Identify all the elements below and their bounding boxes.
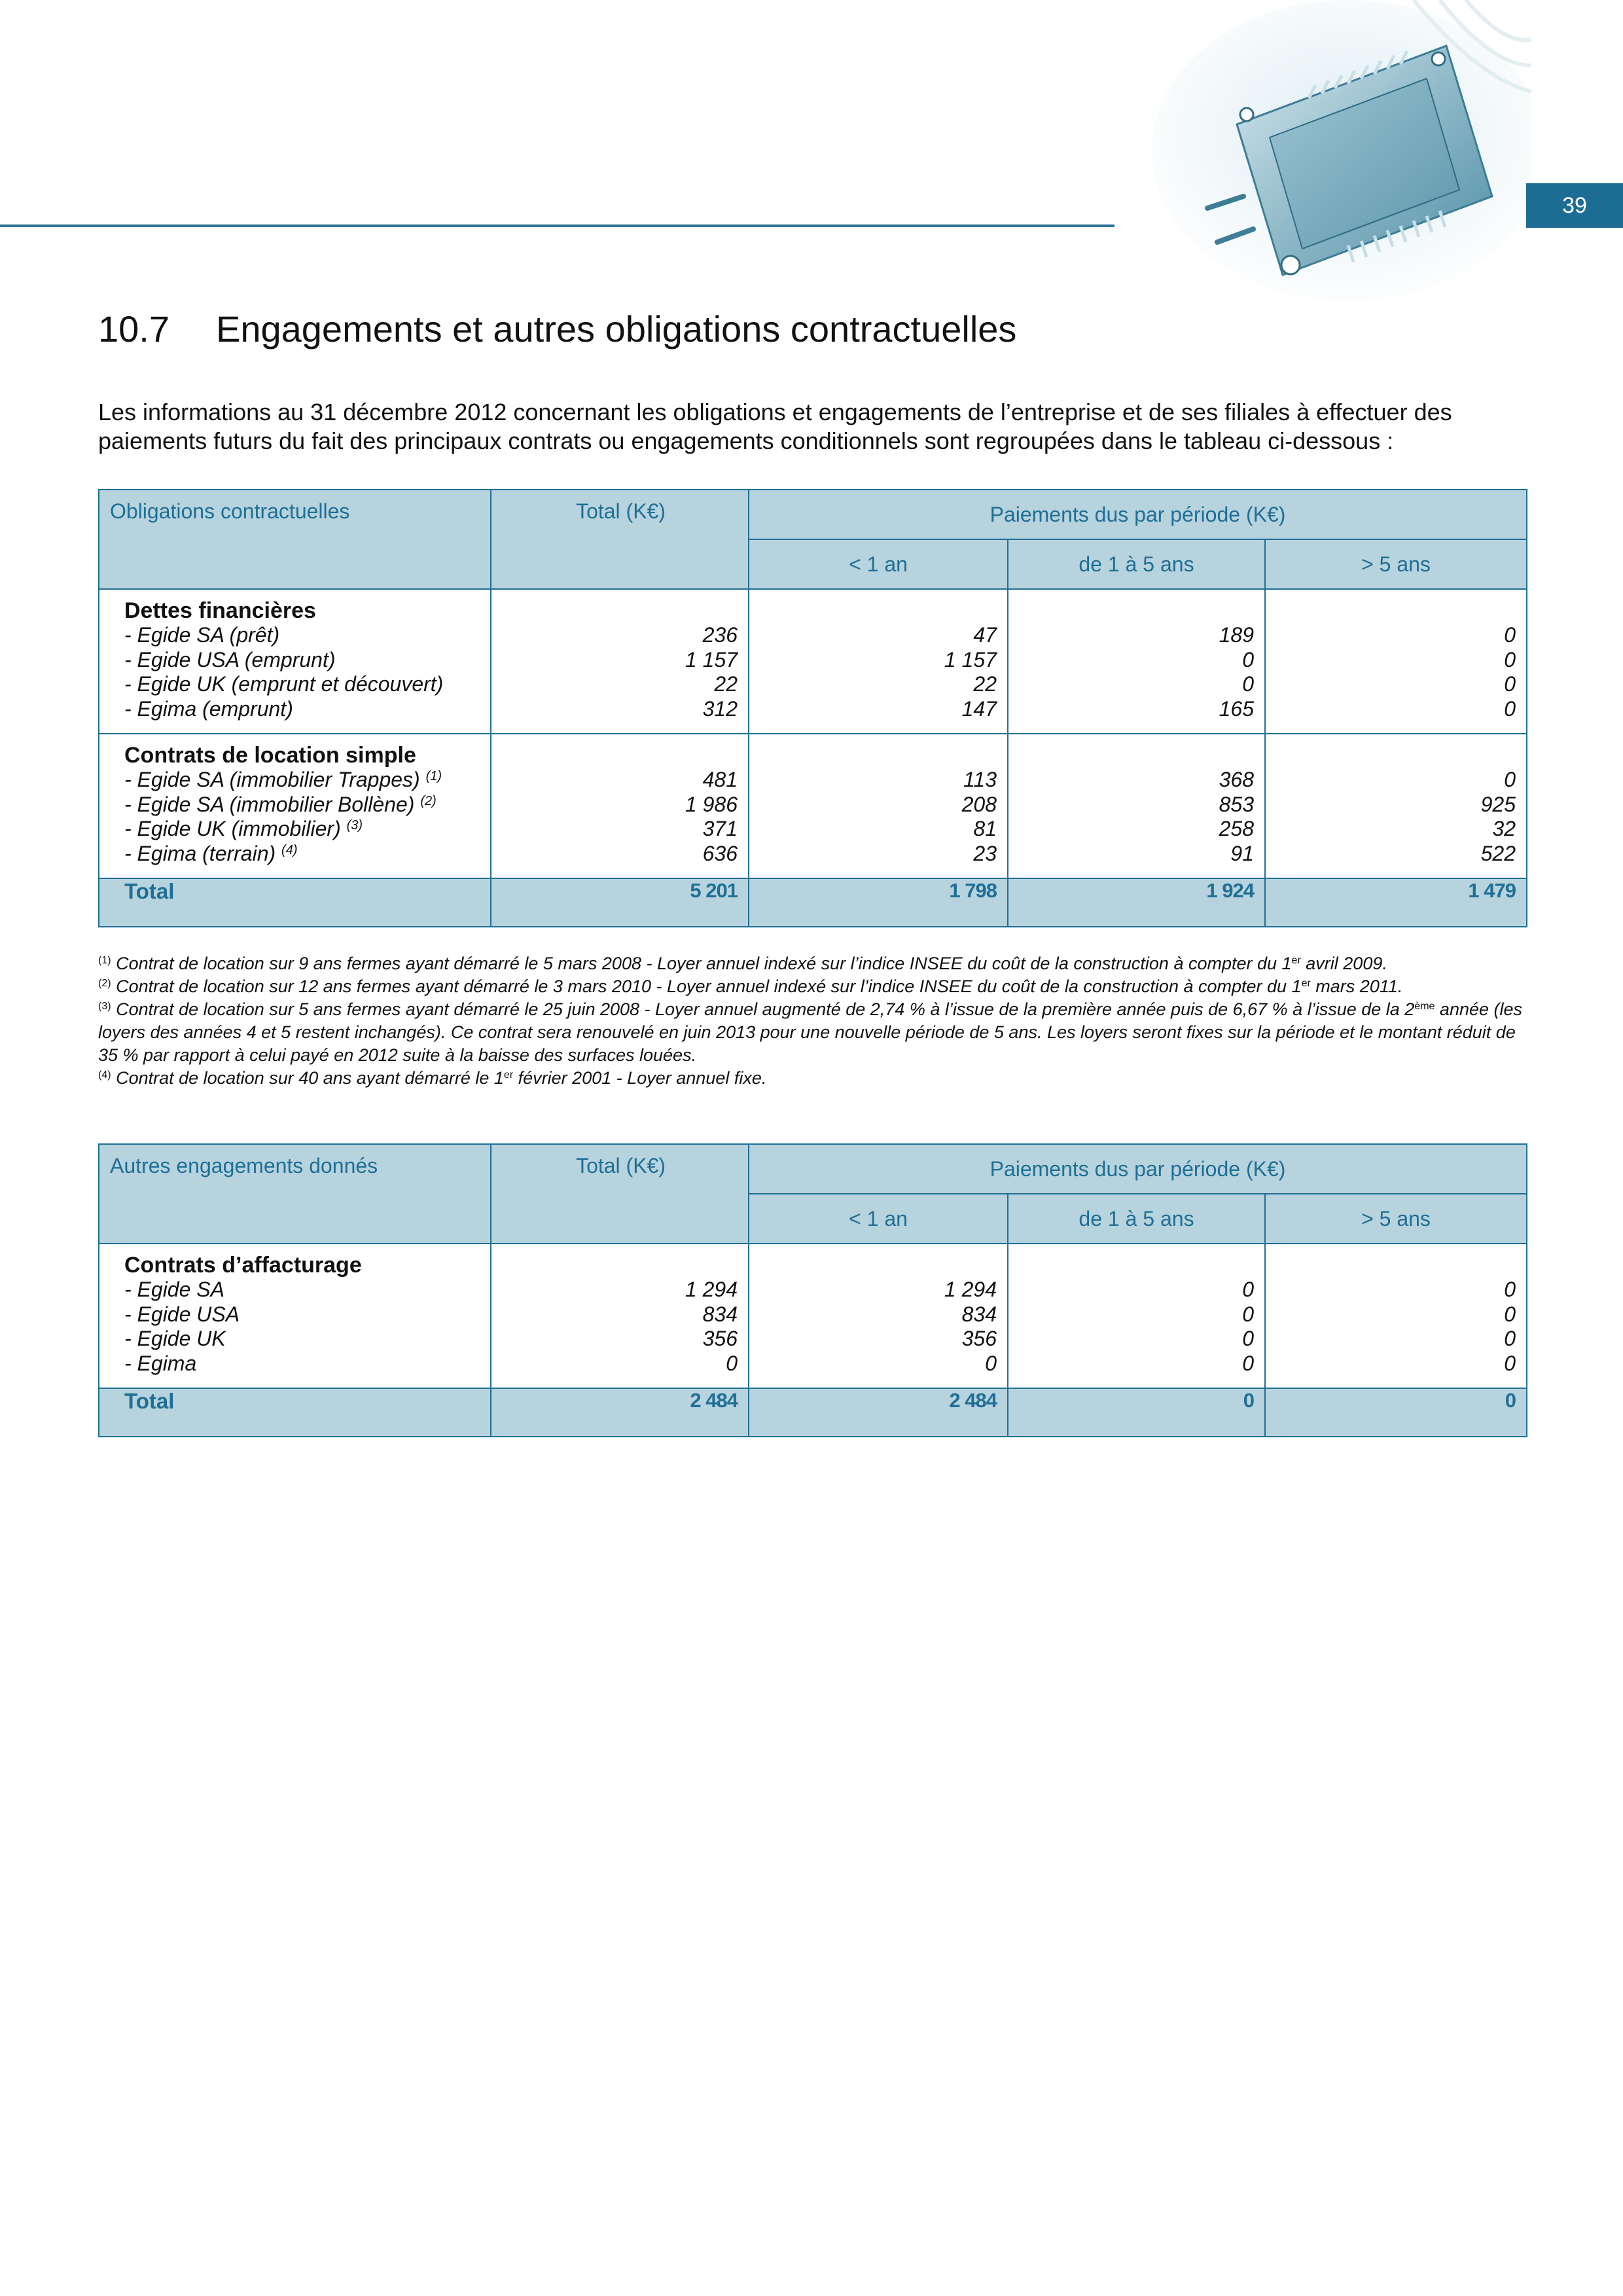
cell-lt1: 47 [973,623,997,647]
total-lt1: 1 798 [749,878,1008,927]
cell-lt1: 22 [973,672,997,696]
ordinal-suffix: ème [1414,1001,1435,1012]
group-title: Contrats de location simple [124,743,416,768]
section-title-text: Engagements et autres obligations contractuelles [216,308,1017,350]
group-label-cell [99,589,491,734]
cell-gt5: 0 [1504,1351,1516,1375]
cell-lt1: 147 [961,696,997,721]
row-label: - Egide SA (prêt) [124,623,280,647]
footnote-text: mars 2011. [1310,977,1403,996]
cell-1to5: 258 [1219,817,1254,840]
footnote-text: Contrat de location sur 12 ans fermes ayant démarré le 3 mars 2010 - Loyer annuel indexé sur l’indice INSEE du coût de la construction à compter du 1 [116,977,1302,996]
total-total: 5 201 [491,878,749,927]
footnote-text: février 2001 - Loyer annuel fixe. [513,1068,767,1088]
electronic-package-illustration [1113,0,1531,308]
lt1-column-cell [749,734,1008,878]
page-number: 39 [1526,183,1623,228]
group-title: Contrats d’affacturage [124,1253,362,1278]
total-label: Total [99,1388,491,1437]
total-gt5: 1 479 [1265,878,1527,927]
row-label [124,817,490,842]
row-label: - Egide USA [124,1302,240,1326]
1to5-column-cell [1008,1244,1265,1388]
total-label: Total [99,878,491,927]
cell-total: 371 [702,817,738,840]
total-total: 2 484 [491,1388,749,1437]
header-gt5: > 5 ans [1265,539,1527,589]
cell-total: 636 [702,841,738,865]
footnote-text: Contrat de location sur 9 ans fermes ayant démarré le 5 mars 2008 - Loyer annuel indexé sur l’indice INSEE du coût de la construction à compter du 1 [116,954,1292,973]
1to5-column-cell [1008,734,1265,878]
footnote-mark: (2) [420,793,437,808]
footnote-mark: (1) [98,955,111,966]
1to5-column-cell [1008,589,1265,734]
group-label-cell [99,734,491,878]
row-label: - Egide USA (emprunt) [124,647,336,672]
cell-lt1: 1 157 [944,647,997,672]
total-row [99,1388,1527,1437]
footnote [98,975,1526,998]
row-label [124,842,490,867]
cell-1to5: 0 [1242,1278,1254,1301]
cell-1to5: 0 [1242,1302,1254,1326]
ordinal-suffix: er [503,1069,514,1081]
gt5-column-cell [1265,589,1527,734]
footnote-text: avril 2009. [1300,954,1387,973]
total-row [99,878,1527,927]
footnote-mark: (4) [98,1069,111,1081]
cell-gt5: 0 [1504,623,1516,647]
row-label: - Egide UK [124,1327,226,1350]
cell-1to5: 0 [1242,647,1254,672]
cell-gt5: 32 [1492,817,1516,840]
cell-1to5: 189 [1219,623,1254,647]
row-label: - Egima [124,1351,197,1375]
cell-lt1: 834 [961,1302,997,1326]
cell-gt5: 925 [1480,792,1516,816]
ordinal-suffix: er [1291,955,1301,966]
cell-1to5: 0 [1242,672,1254,696]
header-rule [0,224,1115,227]
header-label: Obligations contractuelles [99,490,491,589]
row-label: - Egide UK (emprunt et découvert) [124,672,444,696]
cell-gt5: 0 [1504,672,1516,696]
cell-gt5: 0 [1504,1278,1516,1301]
header-period: Paiements dus par période (K€) [749,1144,1527,1194]
header-1to5: de 1 à 5 ans [1008,1194,1265,1244]
header-period: Paiements dus par période (K€) [749,490,1527,539]
footnote-text: Contrat de location sur 40 ans ayant démarré le 1 [116,1068,504,1088]
footnote-mark: (1) [425,769,442,783]
row-label: - Egide SA [124,1278,224,1301]
ordinal-suffix: er [1301,978,1311,989]
cell-total: 22 [714,672,738,696]
header-lt1: < 1 an [749,1194,1008,1244]
footnote-mark: (3) [346,818,363,833]
cell-total: 1 986 [685,792,738,816]
footnote-mark: (4) [281,842,298,857]
gt5-column-cell [1265,1244,1527,1388]
cell-1to5: 853 [1219,792,1254,816]
cell-gt5: 0 [1504,696,1516,721]
cell-total: 356 [702,1327,738,1350]
cell-total: 481 [702,768,738,791]
row-label [124,768,490,793]
cell-gt5: 0 [1504,1327,1516,1350]
cell-gt5: 0 [1504,768,1516,791]
footnote-text: Contrat de location sur 5 ans fermes ayant démarré le 25 juin 2008 - Loyer annuel augmenté de 2,74 % à l’issue de la première année puis de 6,67 % à l’issue de la 2 [116,999,1415,1019]
footnote [98,1067,1526,1090]
total-column-cell [491,589,749,734]
total-1to5: 1 924 [1008,878,1265,927]
row-label [124,793,490,817]
cell-lt1: 23 [973,841,997,865]
intro-paragraph: Les informations au 31 décembre 2012 concernant les obligations et engagements de l’entreprise et de ses filiales à effectuer des paiements futurs du fait des principaux contrats ou engagements conditionnels sont regroupées dans le tableau ci-dessous : [98,399,1452,454]
header-total: Total (K€) [491,1144,749,1244]
cell-total: 236 [702,623,738,647]
total-gt5: 0 [1265,1388,1527,1437]
group-title: Dettes financières [124,598,316,623]
footnote-mark: (3) [98,1001,111,1012]
row-label: - Egima (emprunt) [124,696,293,721]
cell-1to5: 165 [1219,696,1254,721]
cell-gt5: 0 [1504,647,1516,672]
lt1-column-cell [749,1244,1008,1388]
cell-total: 1 294 [685,1278,738,1301]
footnote-mark: (2) [98,978,111,989]
footnote [98,998,1526,1067]
cell-lt1: 208 [961,792,997,816]
total-column-cell [491,1244,749,1388]
cell-lt1: 1 294 [944,1278,997,1301]
footnote-text: année (les loyers des années 4 et 5 restent inchangés). Ce contrat sera renouvelé en juin 2013 pour une nouvelle période de 5 ans. Les loyers seront fixes sur la période et le montant réduit de 35 % par rapport à celui payé en 2012 suite à la baisse des surfaces louées. [98,999,1523,1065]
section-number: 10.7 [98,308,169,350]
cell-total: 0 [726,1351,738,1375]
header-label: Autres engagements donnés [99,1144,491,1244]
header-1to5: de 1 à 5 ans [1008,539,1265,589]
header-gt5: > 5 ans [1265,1194,1527,1244]
section-title [98,308,1016,350]
total-column-cell [491,734,749,878]
footnotes [98,952,1526,1090]
cell-1to5: 0 [1242,1327,1254,1350]
cell-gt5: 522 [1480,841,1516,865]
total-lt1: 2 484 [749,1388,1008,1437]
cell-1to5: 91 [1230,841,1254,865]
group-dettes [99,589,1527,734]
row-label-text: - Egima (terrain) [124,841,276,865]
cell-1to5: 0 [1242,1351,1254,1375]
header-total: Total (K€) [491,490,749,589]
obligations-table [98,489,1527,927]
cell-gt5: 0 [1504,1302,1516,1326]
cell-1to5: 368 [1219,768,1254,791]
other-commitments-table [98,1143,1527,1437]
row-label-text: - Egide UK (immobilier) [124,817,341,840]
group-location [99,734,1527,878]
header-lt1: < 1 an [749,539,1008,589]
total-1to5: 0 [1008,1388,1265,1437]
footnote [98,952,1526,975]
cell-lt1: 81 [973,817,997,840]
cell-lt1: 356 [961,1327,997,1350]
row-label-text: - Egide SA (immobilier Bollène) [124,792,415,816]
lt1-column-cell [749,589,1008,734]
cell-total: 1 157 [685,647,738,672]
cell-total: 312 [702,696,738,721]
group-label-cell [99,1244,491,1388]
cell-lt1: 0 [985,1351,997,1375]
gt5-column-cell [1265,734,1527,878]
row-label-text: - Egide SA (immobilier Trappes) [124,768,420,791]
cell-lt1: 113 [963,768,997,791]
cell-total: 834 [702,1302,738,1326]
group-affacturage [99,1244,1527,1388]
